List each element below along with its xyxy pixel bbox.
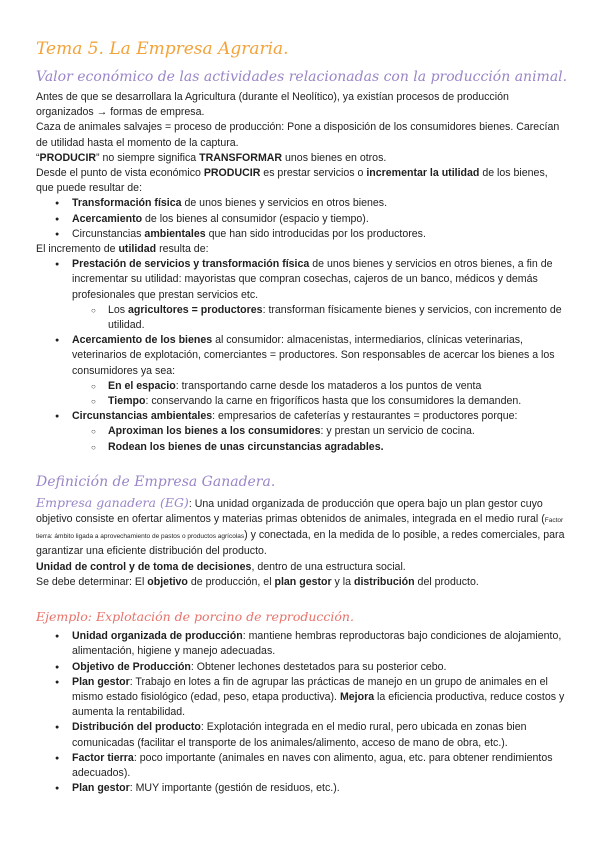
- section3-heading: Ejemplo: Explotación de porcino de reproducción.: [36, 609, 354, 625]
- paragraph: Se debe determinar: El objetivo de producción, el plan gestor y la distribución del producto.: [36, 575, 479, 588]
- section2-heading: Definición de Empresa Ganadera.: [36, 473, 276, 490]
- list-item: ● Plan gestor: Trabajo en lotes a fin de agrupar las prácticas de manejo en un grupo de animales en el mismo estado fisiológico (edad, peso, etapa productiva). Mejora la eficiencia productiva, reduce costos y aumenta la rentabilidad.: [36, 675, 568, 721]
- paragraph: Caza de animales salvajes = proceso de producción: Pone a disposición de los consumidores bienes. Carecían de utilidad hasta el momento de la captura.: [36, 121, 560, 149]
- list-item: ● Plan gestor: MUY importante (gestión de residuos, etc.).: [36, 781, 568, 796]
- example-list: [36, 629, 568, 796]
- sub-list-item: ○ Aproximan los bienes a los consumidores: y prestan un servicio de cocina.: [36, 424, 568, 439]
- definition-paragraph: Empresa ganadera (EG): Una unidad organizada de producción que opera bajo un plan gestor cuyo objetivo consiste en ofertar alimentos y materias primas obtenidos de animales, integrada en el medio rural (Factor tierra: ámbito ligada a aprovechamiento de pastos o productos agrícolas) y conectada, en la medida de lo posible, a redes comerciales, para garantizar una eficiente distribución del producto.: [36, 494, 565, 558]
- utility-sources-list: [36, 196, 568, 242]
- paragraph: Desde el punto de vista económico PRODUCIR es prestar servicios o incrementar la utilidad de los bienes, que puede resultar de:: [36, 167, 548, 195]
- document-title: Tema 5. La Empresa Agraria.: [36, 39, 289, 59]
- list-item: ● Distribución del producto: Explotación integrada en el medio rural, pero ubicada en zonas bien comunicadas (facilitar el transporte de los animales/alimento, acceso de mano de obra, etc.).: [36, 720, 568, 750]
- utility-increment-list: [36, 257, 568, 455]
- list-item: ● Circunstancias ambientales: empresarios de cafeterías y restaurantes = productores porque: ○ Aproximan los bienes a los consumidores: y prestan un servicio de cocina. ○ Rodean los bienes de unas circunstancias agradables.: [36, 409, 568, 455]
- definition-term: Empresa ganadera (EG): [36, 494, 189, 510]
- sub-list-item: ○ Los agricultores = productores: transforman físicamente bienes y servicios, con incremento de utilidad.: [36, 303, 568, 333]
- footnote-inline: Factor tierra: ámbito ligada a aprovechamiento de pastos o productos agrícolas: [36, 517, 564, 541]
- section1-heading: Valor económico de las actividades relacionadas con la producción animal.: [36, 69, 568, 85]
- sub-list-item: ○ Tiempo: conservando la carne en frigoríficos hasta que los consumidores la demanden.: [36, 394, 568, 409]
- list-item: ● Factor tierra: poco importante (animales en naves con alimento, agua, etc. para obtener rendimientos adecuados).: [36, 751, 568, 781]
- list-item: ● Circunstancias ambientales que han sido introducidas por los productores.: [36, 227, 568, 242]
- spacer: [36, 455, 568, 473]
- list-item: ● Acercamiento de los bienes al consumidor (espacio y tiempo).: [36, 212, 568, 227]
- list-item: ● Objetivo de Producción: Obtener lechones destetados para su posterior cebo.: [36, 660, 568, 675]
- sub-list-item: ○ Rodean los bienes de unas circunstancias agradables.: [36, 440, 568, 455]
- list-item: ● Prestación de servicios y transformación física de unos bienes y servicios en otros bienes, a fin de incrementar su utilidad: mayoristas que compran cosechas, cajeros de un banco, médicos y demás profesionales que prestan servicios etc. ○ Los agricultores = productores: transforman físicamente bienes y servicios, con incremento de utilidad.: [36, 257, 568, 333]
- sub-list-item: ○ En el espacio: transportando carne desde los mataderos a los puntos de venta: [36, 379, 568, 394]
- list-item: ● Unidad organizada de producción: mantiene hembras reproductoras bajo condiciones de alojamiento, alimentación, higiene y manejo adecuadas.: [36, 629, 568, 659]
- paragraph: “PRODUCIR” no siempre significa TRANSFORMAR unos bienes en otros.: [36, 151, 387, 164]
- paragraph: Unidad de control y de toma de decisiones, dentro de una estructura social.: [36, 560, 406, 573]
- spacer: [36, 590, 568, 608]
- list-item: ● Acercamiento de los bienes al consumidor: almacenistas, intermediarios, clínicas veterinarias, veterinarios de explotación, comerciantes = productores. Son responsables de acercar los bienes a los consumidores ya sea: ○ En el espacio: transportando carne desde los mataderos a los puntos de venta ○ Tiempo: conservando la carne en frigoríficos hasta que los consumidores la demanden.: [36, 333, 568, 409]
- paragraph: Antes de que se desarrollara la Agricultura (durante el Neolítico), ya existían procesos de producción organizados → formas de empresa.: [36, 91, 509, 119]
- list-item: ● Transformación física de unos bienes y servicios en otros bienes.: [36, 196, 568, 211]
- paragraph: El incremento de utilidad resulta de:: [36, 243, 209, 256]
